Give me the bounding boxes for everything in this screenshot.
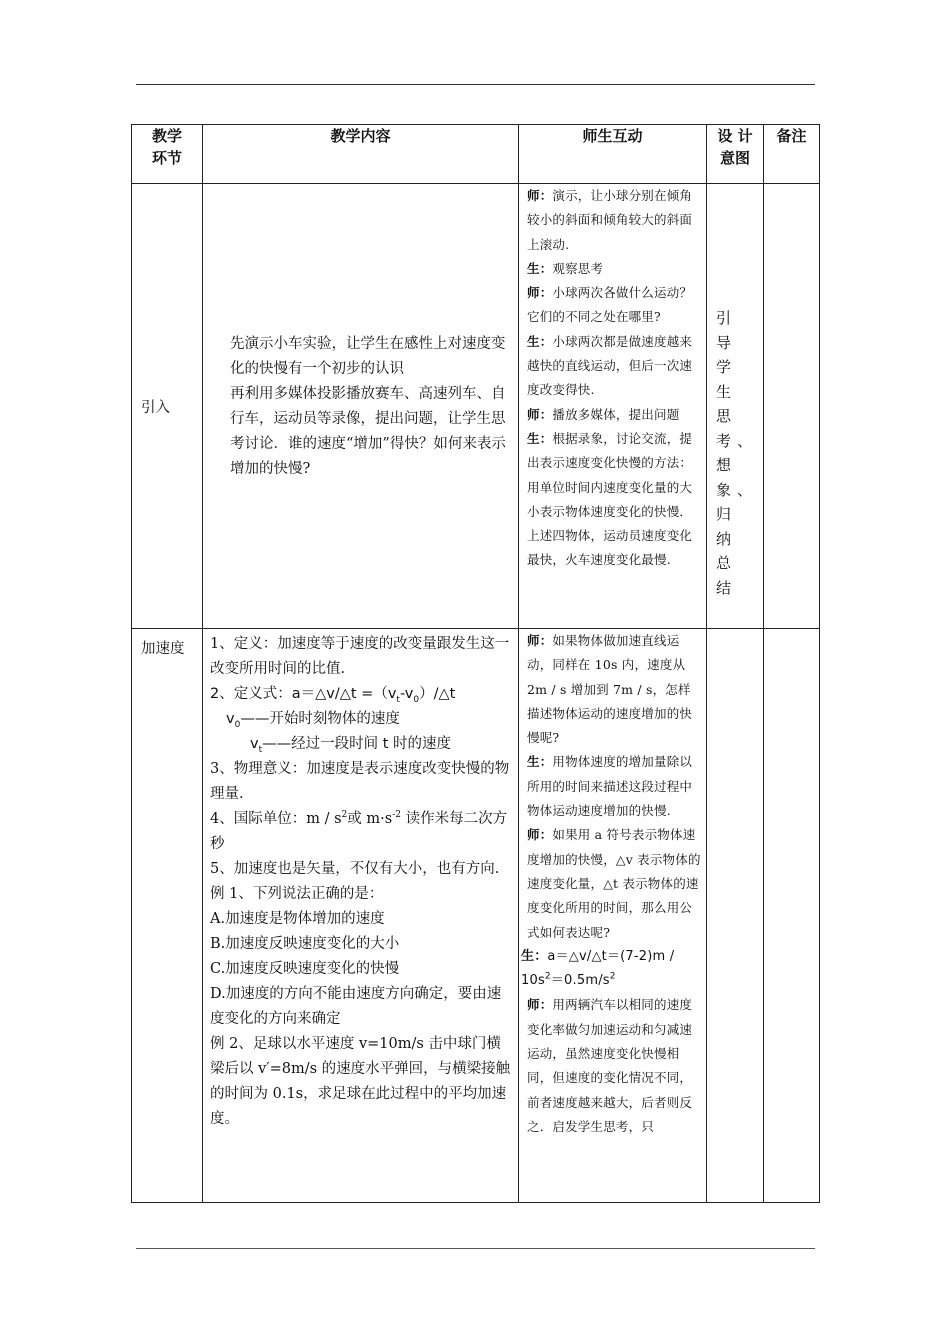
unit-part: 4、国际单位：m / s xyxy=(210,811,342,827)
formula-sup: 2 xyxy=(609,971,616,982)
formula-part: ）/△t xyxy=(419,686,456,702)
lesson-plan-table xyxy=(131,124,820,1203)
section-label-intro xyxy=(132,184,203,629)
intro-interaction-cell xyxy=(519,184,707,629)
vt-line xyxy=(210,732,512,757)
formula-sub: t xyxy=(396,694,400,705)
symbol-sub: t xyxy=(258,744,263,755)
unit-sup: 2 xyxy=(341,810,348,821)
header-stage-line1: 教学 xyxy=(151,127,182,145)
unit-part: 读作米每二次方秒 xyxy=(210,811,508,852)
dialogue-text: 小球两次都是做速度越来越快的直线运动，但后一次速度改变得快. xyxy=(527,333,693,398)
option-c: C.加速度反映速度变化的快慢 xyxy=(210,961,400,977)
dialogue-text: 演示，让小球分别在倾角较小的斜面和倾角较大的斜面上滚动. xyxy=(527,188,693,252)
intro-interaction xyxy=(519,184,706,573)
header-teaching-content: 教学内容 xyxy=(203,125,519,184)
dialogue-text: 播放多媒体，提出问题 xyxy=(552,406,680,422)
vector-line: 5、加速度也是矢量，不仅有大小，也有方向. xyxy=(210,861,500,877)
header-remarks: 备注 xyxy=(764,125,820,184)
footer-rule xyxy=(136,1248,815,1249)
formula-part: 2、定义式：a＝△v/△t =（v xyxy=(210,686,397,702)
option-d: D.加速度的方向不能由速度方向确定，要由速度变化的方向来确定 xyxy=(210,986,502,1027)
formula-line xyxy=(210,682,512,707)
unit-sup: -2 xyxy=(392,810,401,821)
role-label: 生： xyxy=(527,333,553,349)
accel-interaction xyxy=(519,629,706,1139)
intro-content-cell xyxy=(203,184,519,629)
list-item xyxy=(527,750,703,823)
dialogue-text: 小球两次各做什么运动？它们的不同之处在哪里? xyxy=(527,285,693,325)
example-2: 例 2、足球以水平速度 v=10m/s 击中球门横梁后以 v′=8m/s 的速度水平弹回，与横梁接触的时间为 0.1s，求足球在此过程中的平均加速度。 xyxy=(210,1036,511,1127)
accel-design-cell xyxy=(707,629,764,1203)
table-row-acceleration xyxy=(132,629,820,1203)
list-item xyxy=(521,945,703,994)
list-item xyxy=(527,823,703,944)
role-label: 师： xyxy=(527,285,553,301)
formula-part: ＝0.5m/s xyxy=(550,973,610,989)
formula-sup: 2 xyxy=(544,971,551,982)
intro-remarks-cell xyxy=(764,184,820,629)
table-row-intro xyxy=(132,184,820,629)
accel-content xyxy=(203,629,518,1132)
header-design-line1: 设 计 xyxy=(717,127,753,145)
section-label-text: 加速度 xyxy=(141,641,185,657)
accel-interaction-cell xyxy=(519,629,707,1203)
symbol: v xyxy=(226,711,235,727)
role-label: 师： xyxy=(527,997,553,1013)
list-item xyxy=(527,427,703,573)
option-a: A.加速度是物体增加的速度 xyxy=(210,911,385,927)
role-label: 生： xyxy=(527,754,553,770)
symbol: v xyxy=(250,736,259,752)
role-label: 师： xyxy=(527,188,553,203)
header-interaction: 师生互动 xyxy=(519,125,707,184)
meaning-line: 3、物理意义：加速度是表示速度改变快慢的物理量. xyxy=(210,761,510,802)
dialogue-text: 用两辆汽车以相同的速度变化率做匀加速运动和匀减速运动，虽然速度变化快慢相同，但速度的变化情况不同，前者速度越来越大，后者则反之．启发学生思考，只 xyxy=(527,997,693,1134)
formula-part: a＝△v/△t＝(7-2)m / 10s xyxy=(521,948,675,989)
design-intent-text: 引导学生思考、想象、归纳总结 xyxy=(716,309,759,597)
role-label: 生： xyxy=(527,430,553,446)
symbol-sub: 0 xyxy=(234,719,241,730)
intro-paragraph-1: 先演示小车实验，让学生在感性上对速度变化的快慢有一个初步的认识 xyxy=(230,336,506,377)
dialogue-text: 根据录象，讨论交流，提出表示速度变化快慢的方法：用单位时间内速度变化量的大小表示物体速度变化的快慢．上述四物体，运动员速度变化最快，火车速度变化最慢. xyxy=(527,430,693,568)
header-design-line2: 意图 xyxy=(719,149,750,167)
header-design-intent xyxy=(707,125,764,184)
intro-paragraph-2: 再利用多媒体投影播放赛车、高速列车、自行车，运动员等录像，提出问题，让学生思考讨论．谁的速度“增加”得快？如何来表示增加的快慢? xyxy=(230,386,506,477)
list-item xyxy=(527,403,703,427)
symbol-desc: ——经过一段时间 t 时的速度 xyxy=(262,736,452,752)
dialogue-text: 如果物体做加速直线运动，同样在 10s 内，速度从 2m / s 增加到 7m / s，怎样描述物体运动的速度增加的快慢呢? xyxy=(527,633,693,746)
dialogue-text: 观察思考 xyxy=(552,260,604,276)
accel-remarks-cell xyxy=(764,629,820,1203)
list-item xyxy=(527,257,703,281)
definition-line: 1、定义：加速度等于速度的改变量跟发生这一改变所用时间的比值. xyxy=(210,636,510,677)
role-label: 生： xyxy=(527,260,553,276)
dialogue-text: 用物体速度的增加量除以所用的时间来描述这段过程中物体运动速度增加的快慢. xyxy=(527,754,693,819)
header-stage-line2: 环节 xyxy=(151,149,182,167)
list-item xyxy=(527,629,703,750)
section-label-acceleration xyxy=(132,629,203,1203)
dialogue-text: 如果用 a 符号表示物体速度增加的快慢，△v 表示物体的速度变化量，△t 表示物体的速度变化所用的时间，那么用公式如何表达呢? xyxy=(527,827,701,940)
symbol-desc: ——开始时刻物体的速度 xyxy=(240,711,400,727)
accel-content-cell xyxy=(203,629,519,1203)
unit-line xyxy=(210,807,512,857)
list-item xyxy=(527,330,703,403)
intro-design-cell xyxy=(707,184,764,629)
list-item xyxy=(527,184,703,257)
header-rule xyxy=(136,84,815,85)
unit-part: 或 m·s xyxy=(347,811,393,827)
role-label: 生： xyxy=(521,948,548,964)
formula-part: -v xyxy=(399,686,414,702)
role-label: 师： xyxy=(527,406,553,422)
list-item xyxy=(527,993,703,1139)
formula-sub: 0 xyxy=(413,694,420,705)
option-b: B.加速度反映速度变化的大小 xyxy=(210,936,400,952)
v0-line xyxy=(210,707,512,732)
section-label-text: 引入 xyxy=(141,400,170,416)
list-item xyxy=(527,281,703,330)
header-teaching-stage xyxy=(132,125,203,184)
table-header-row xyxy=(132,125,820,184)
role-label: 师： xyxy=(527,827,553,843)
intro-content xyxy=(203,184,518,482)
example-1-title: 例 1、下列说法正确的是： xyxy=(210,886,384,902)
role-label: 师： xyxy=(527,633,553,648)
